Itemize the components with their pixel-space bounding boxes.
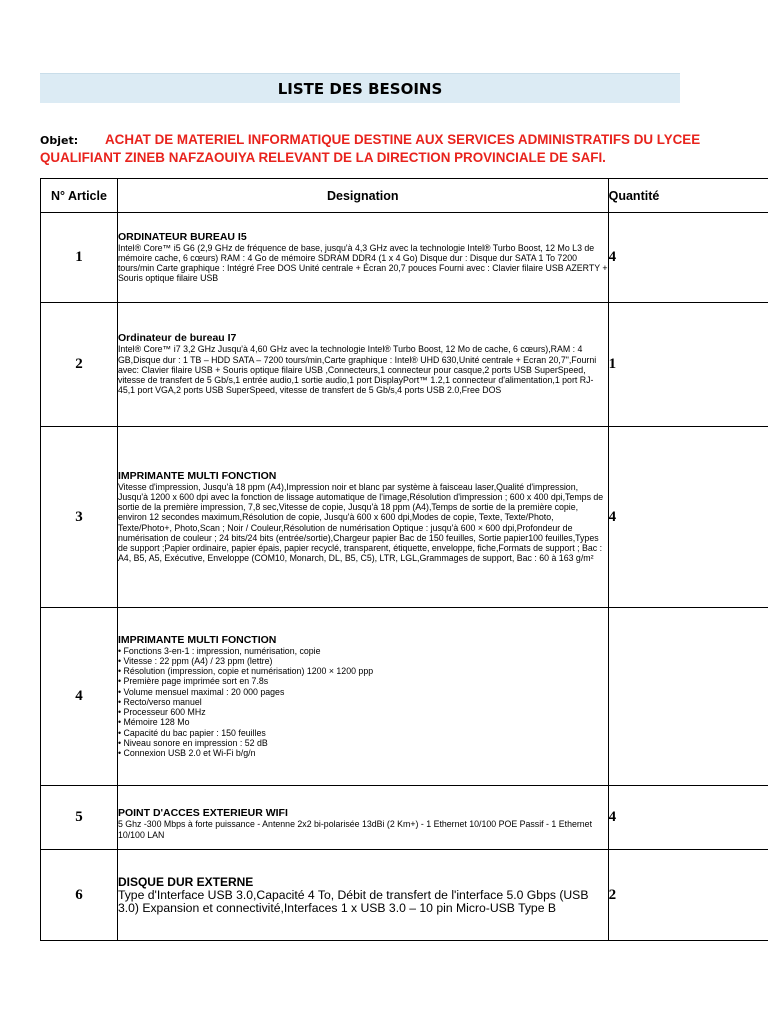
- row-designation: [117, 786, 608, 850]
- objet-line-1: ACHAT DE MATERIEL INFORMATIQUE DESTINE AUX SERVICES ADMINISTRATIFS DU LYCEE: [105, 132, 701, 147]
- item-spec-bullets: [118, 646, 608, 758]
- row-designation: [117, 213, 608, 303]
- table-row: [41, 786, 768, 850]
- spec-bullet: • Fonctions 3-en-1 : impression, numérisation, copie: [117, 645, 321, 656]
- objet-block: [40, 131, 768, 167]
- header-num-article: N° Article: [41, 179, 118, 213]
- row-quantity: 4: [608, 213, 768, 303]
- header-designation: Designation: [117, 179, 608, 213]
- spec-bullet: • Mémoire 128 Mo: [117, 717, 190, 728]
- objet-label: Objet:: [40, 134, 79, 147]
- objet-line-2: QUALIFIANT ZINEB NAFZAOUIYA RELEVANT DE LA DIRECTION PROVINCIALE DE SAFI.: [40, 150, 606, 165]
- table-row: [41, 213, 768, 303]
- item-spec: Vitesse d'impression, Jusqu'à 18 ppm (A4),Impression noir et blanc par système à faisceau laser,Qualité d'impression, Jusqu'à 1200 x 600 dpi avec la fonction de lissage automatique de l'image,Résolution d'impression ; 600 x 400 dpi,Temps de sortie de la première impression, 7,8 sec,Vitesse de copie, Jusqu'à 18 ppm (A4),Temps de sortie de la première copie, environ 12 secondes maximum,Résolution de copie, Jusqu'à 600 x 600 dpi,Modes de copie, Texte, Texte/Photo, Texte/Photo+, Photo,Scan ; Noir / Couleur,Résolution de numérisation Optique : jusqu'à 600 × 600 dpi,Profondeur de numérisation de couleur ; 24 bits/24 bits (entrée/sortie),Chargeur papier Bac de 150 feuilles, Sortie papier100 feuilles,Types de support ;Papier ordinaire, papier épais, papier recyclé, transparent, étiquette, enveloppe, fiche,Formats de support ; Bac : A4, B5, A5, Exécutive, Enveloppe (COM10, Monarch, DL, B5, C5), LTR, LGL,Grammages de support, Bac : 60 à 163 g/m²: [117, 481, 604, 564]
- row-designation: [117, 427, 608, 608]
- spec-bullet: • Volume mensuel maximal : 20 000 pages: [117, 686, 285, 697]
- item-title: ORDINATEUR BUREAU I5: [117, 230, 247, 243]
- row-num: 1: [41, 213, 118, 303]
- item-title: POINT D'ACCES EXTERIEUR WIFI: [117, 807, 288, 820]
- row-designation: [117, 608, 608, 786]
- row-quantity: 4: [608, 427, 768, 608]
- page-title: LISTE DES BESOINS: [277, 79, 443, 98]
- spec-bullet: • Capacité du bac papier : 150 feuilles: [117, 727, 266, 738]
- table-row: [41, 303, 768, 427]
- spec-bullet: • Processeur 600 MHz: [117, 707, 206, 718]
- table-header-row: [41, 179, 768, 213]
- row-quantity: 4: [608, 786, 768, 850]
- spec-bullet: • Première page imprimée sort en 7.8s: [117, 676, 269, 687]
- spec-bullet: • Résolution (impression, copie et numérisation) 1200 × 1200 ppp: [117, 666, 374, 677]
- title-band: [40, 73, 680, 103]
- table-row: [41, 850, 768, 941]
- item-spec: Intel® Core™ i5 G6 (2,9 GHz de fréquence de base, jusqu'à 4,3 GHz avec la technologie Intel® Turbo Boost, 12 Mo L3 de mémoire cache, 6 cœurs) RAM : 4 Go de mémoire SDRAM DDR4 (1 x 4 Go) Disque dur : Disque dur SATA 1 To 7200 tours/min Carte graphique : Intégré Free DOS Unité centrale + Écran 20,7 pouces Fourni avec : Clavier filaire USB AZERTY + Souris optique filaire USB: [117, 242, 608, 284]
- row-designation: [117, 850, 608, 941]
- item-title: DISQUE DUR EXTERNE: [117, 874, 254, 889]
- table-row: [41, 427, 768, 608]
- row-designation: [117, 303, 608, 427]
- row-quantity: 2: [608, 850, 768, 941]
- item-title: IMPRIMANTE MULTI FONCTION: [117, 633, 277, 646]
- spec-bullet: • Connexion USB 2.0 et Wi-Fi b/g/n: [117, 747, 256, 758]
- row-num: 3: [41, 427, 118, 608]
- row-num: 6: [41, 850, 118, 941]
- item-title: Ordinateur de bureau I7: [117, 332, 237, 345]
- row-num: 4: [41, 608, 118, 786]
- besoins-table: [40, 178, 768, 941]
- item-title: IMPRIMANTE MULTI FONCTION: [117, 469, 277, 482]
- item-spec: Type d'Interface USB 3.0,Capacité 4 To, Débit de transfert de l'interface 5.0 Gbps (USB 3.0) Expansion et connectivité,Interfaces 1 x USB 3.0 – 10 pin Micro-USB Type B: [117, 887, 589, 915]
- row-num: 2: [41, 303, 118, 427]
- row-quantity: [608, 608, 768, 786]
- item-spec: 5 Ghz -300 Mbps à forte puissance - Antenne 2x2 bi-polarisée 13dBi (2 Km+) - 1 Ethernet 10/100 POE Passif - 1 Ethernet 10/100 LAN: [117, 819, 593, 840]
- row-num: 5: [41, 786, 118, 850]
- table-row: [41, 608, 768, 786]
- row-quantity: 1: [608, 303, 768, 427]
- spec-bullet: • Recto/verso manuel: [117, 696, 202, 707]
- spec-bullet: • Niveau sonore en impression : 52 dB: [117, 737, 268, 748]
- header-quantite: Quantité: [608, 179, 768, 213]
- spec-bullet: • Vitesse : 22 ppm (A4) / 23 ppm (lettre): [117, 656, 273, 667]
- item-spec: Intel® Core™ i7 3,2 GHz Jusqu'à 4,60 GHz avec la technologie Intel® Turbo Boost, 12 Mo de cache, 6 cœurs),RAM : 4 GB,Disque dur : 1 TB – HDD SATA – 7200 tours/min,Carte graphique : Intel® UHD 630,Unité centrale + Ecran 20,7",Fourni avec: Clavier filaire USB + Souris optique filaire USB ,Connecteurs,1 connecteur pour casque,2 ports USB SuperSpeed, vitesse de transfert de 5 Gb/s,1 entrée audio,1 sortie audio,1 port DisplayPort™ 1.2,1 connecteur d'alimentation,1 port RJ-45,1 port VGA,2 ports USB SuperSpeed, vitesse de transfert de 5 Gb/s,4 ports USB 2.0,Free DOS: [117, 344, 597, 396]
